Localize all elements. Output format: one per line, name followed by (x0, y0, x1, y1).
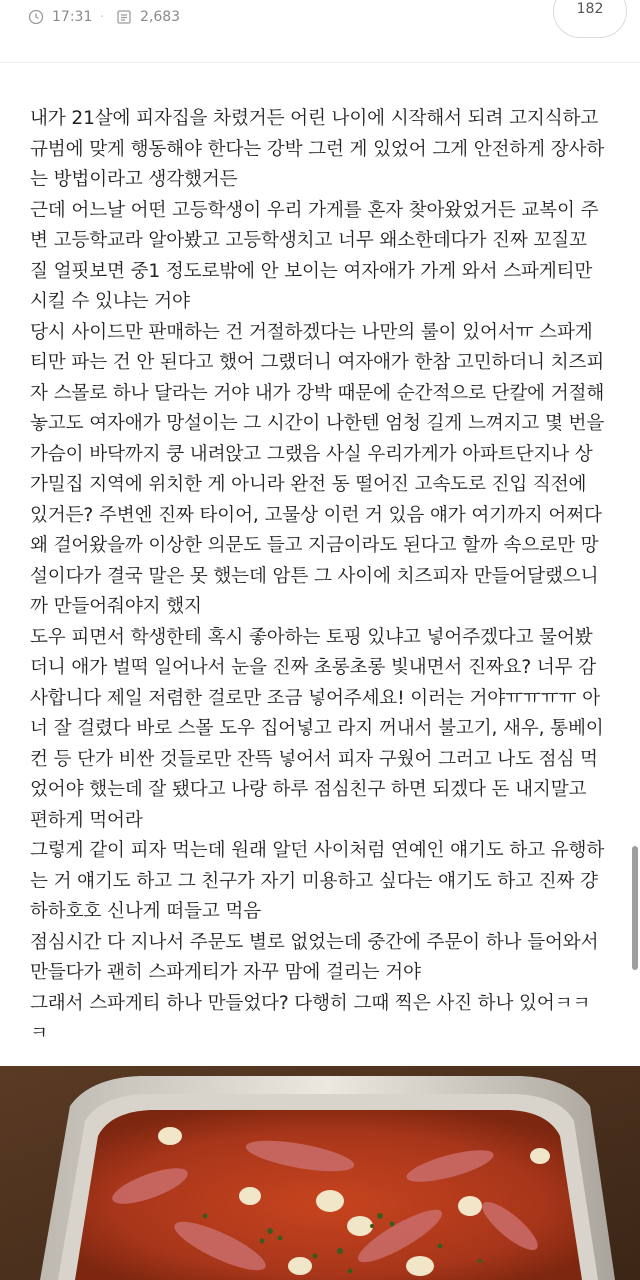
article-line: 변 고등학교라 알아봤고 고등학생치고 너무 왜소한데다가 진짜 꼬질꼬 (30, 230, 587, 251)
document-list-icon (116, 9, 132, 25)
article-line: 가밀집 지역에 위치한 게 아니라 완전 동 떨어진 고속도로 진입 직전에 (30, 474, 587, 495)
article-line: 있거든? 주변엔 진짜 타이어, 고물상 이런 거 있음 얘가 여기까지 어쩌다 (30, 504, 602, 526)
article-line: 까 만들어줘야지 했지 (30, 596, 202, 617)
article-line: 만들다가 괜히 스파게티가 자꾸 맘에 걸리는 거야 (30, 962, 421, 983)
article-line: 점심시간 다 지나서 주문도 별로 없었는데 중간에 주문이 하나 들어와서 (30, 931, 599, 953)
article-line: 는 방법이라고 생각했거든 (30, 169, 238, 190)
article-line: 질 얼핏보면 중1 정도로밖에 안 보이는 여자애가 가게 와서 스파게티만 (30, 260, 593, 282)
article-line: 가슴이 바닥까지 쿵 내려앉고 그랬음 사실 우리가게가 아파트단지나 상 (30, 443, 593, 465)
article-line: 설이다가 결국 말은 못 했는데 암튼 그 사이에 치즈피자 만들어달랬으니 (30, 565, 599, 587)
article-line: 규범에 맞게 행동해야 한다는 강박 그런 게 있었어 그게 안전하게 장사하 (30, 138, 605, 160)
article-line: 시킬 수 있냐는 거야 (30, 291, 190, 312)
article-line: 하하호호 신나게 떠들고 먹음 (30, 901, 262, 922)
scrollbar-thumb[interactable] (632, 846, 638, 970)
article-line: 왜 걸어왔을까 이상한 의문도 들고 지금이라도 된다고 할까 속으로만 망 (30, 535, 599, 556)
article-line: 편하게 먹어라 (30, 809, 143, 831)
article-line: 그래서 스파게티 하나 만들었다? 다행히 그때 찍은 사진 하나 있어ㅋㅋ (30, 992, 591, 1014)
post-meta-bar (0, 0, 640, 62)
article-line: 당시 사이드만 판매하는 건 거절하겠다는 나만의 룰이 있어서ㅠ 스파게 (30, 321, 593, 343)
article-line: 내가 21살에 피자집을 차렸거든 어린 나이에 시작해서 되려 고지식하고 (30, 108, 599, 129)
article-line: 너 잘 걸렸다 바로 스몰 도우 집어넣고 라지 꺼내서 불고기, 새우, 통베이 (30, 718, 604, 739)
article-line: 티만 파는 건 안 된다고 했어 그랬더니 여자애가 한참 고민하더니 치즈피 (30, 352, 605, 373)
article-line: 자 스몰로 하나 달라는 거야 내가 강박 때문에 순간적으로 단칼에 거절해 (30, 382, 605, 404)
header-divider (0, 62, 640, 63)
article-line: ㅋ (30, 1023, 48, 1044)
article-line: 더니 애가 벌떡 일어나서 눈을 진짜 초롱초롱 빛내면서 진짜요? 너무 감 (30, 657, 597, 678)
article-line: 는 거 얘기도 하고 그 친구가 자기 미용하고 싶다는 얘기도 하고 진짜 걍 (30, 870, 598, 892)
post-views (116, 9, 180, 25)
article-line: 도우 피면서 학생한테 혹시 좋아하는 토핑 있냐고 넣어주겠다고 물어봤 (30, 626, 593, 648)
post-time (28, 9, 92, 25)
article-line: 컨 등 단가 비싼 것들로만 잔뜩 넣어서 피자 구웠어 그러고 나도 점심 먹 (30, 748, 598, 770)
article-line: 었어야 했는데 잘 됐다고 나랑 하루 점심친구 하면 되겠다 돈 내지말고 (30, 779, 587, 800)
article-line: 사합니다 제일 저렴한 걸로만 조금 넣어주세요! 이러는 거야ㅠㅠㅠㅠ 아 (30, 687, 600, 709)
spaghetti-photo (0, 1066, 640, 1280)
article-line: 놓고도 여자애가 망설이는 그 시간이 나한텐 엄청 길게 느껴지고 몇 번을 (30, 413, 605, 434)
views-count: 2,683 (140, 9, 181, 25)
comment-count: 182 (576, 1, 604, 17)
comment-count-button[interactable] (553, 0, 627, 38)
article-body (30, 104, 620, 1050)
article-line: 근데 어느날 어떤 고등학생이 우리 가게를 혼자 찾아왔었거든 교복이 주 (30, 199, 599, 221)
article-line: 그렇게 같이 피자 먹는데 원래 알던 사이처럼 연예인 얘기도 하고 유행하 (30, 840, 605, 861)
clock-icon (28, 9, 44, 25)
time-text: 17:31 (52, 9, 93, 25)
meta-separator: · (100, 10, 105, 25)
